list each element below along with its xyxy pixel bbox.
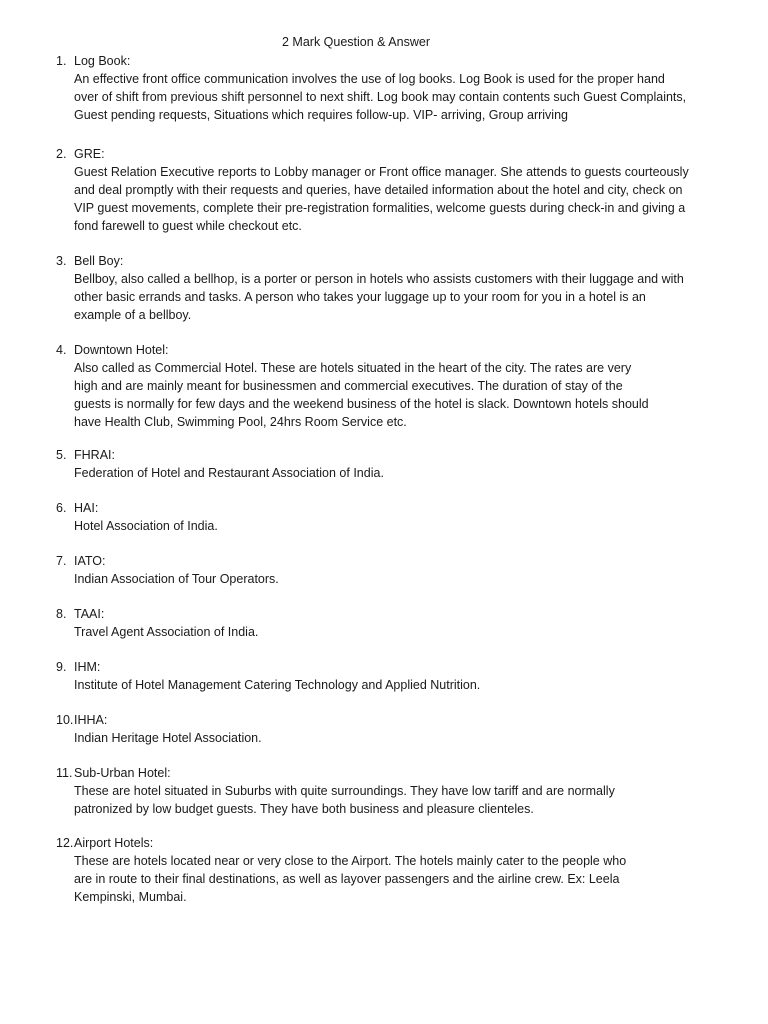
item-answer-line: over of shift from previous shift personnel to next shift. Log book may contain contents such Guest Complaints,	[74, 90, 687, 104]
qa-item-airport-hotels	[56, 834, 728, 906]
item-heading	[56, 834, 728, 852]
item-number: 9.	[56, 660, 67, 674]
item-answer-line: Indian Association of Tour Operators.	[74, 572, 279, 586]
item-answer-line: are in route to their final destinations, as well as layover passengers and the airline crew. Ex: Leela	[74, 872, 620, 886]
qa-item-ihm	[56, 658, 728, 694]
item-number: 8.	[56, 607, 67, 621]
item-answer-line: high and are mainly meant for businessmen and commercial executives. The duration of stay of the	[74, 379, 623, 393]
item-heading	[56, 764, 728, 782]
item-number: 6.	[56, 501, 67, 515]
item-term: HAI:	[74, 501, 99, 515]
item-heading	[56, 252, 728, 270]
item-answer-line: patronized by low budget guests. They have both business and pleasure clienteles.	[74, 802, 534, 816]
qa-item-downtown-hotel	[56, 341, 728, 431]
item-term: Downtown Hotel:	[74, 343, 169, 357]
item-answer-line: These are hotels located near or very close to the Airport. The hotels mainly cater to the people who	[74, 854, 627, 868]
item-term: Log Book:	[74, 54, 131, 68]
item-number: 12.	[56, 836, 74, 850]
item-number: 4.	[56, 343, 67, 357]
item-term: Airport Hotels:	[74, 836, 154, 850]
item-heading	[56, 552, 728, 570]
item-answer-line: other basic errands and tasks. A person who takes your luggage up to your room for you in a hotel is an	[74, 290, 646, 304]
item-number: 7.	[56, 554, 67, 568]
qa-item-log-book	[56, 52, 728, 124]
item-answer-line: Hotel Association of India.	[74, 519, 218, 533]
item-answer-line: have Health Club, Swimming Pool, 24hrs Room Service etc.	[74, 415, 407, 429]
item-answer-line: Kempinski, Mumbai.	[74, 890, 187, 904]
qa-item-taai	[56, 605, 728, 641]
qa-item-iato	[56, 552, 728, 588]
item-heading	[56, 711, 728, 729]
item-number: 5.	[56, 448, 67, 462]
item-heading	[56, 658, 728, 676]
qa-item-sub-urban-hotel	[56, 764, 728, 818]
qa-item-gre	[56, 145, 728, 235]
item-answer-line: Guest pending requests, Situations which requires follow-up. VIP- arriving, Group arriving	[74, 108, 568, 122]
item-heading	[56, 52, 728, 70]
item-heading	[56, 145, 728, 163]
page-title: 2 Mark Question & Answer	[282, 35, 430, 49]
item-number: 10.	[56, 713, 74, 727]
qa-item-bell-boy	[56, 252, 728, 324]
item-number: 11.	[56, 766, 73, 780]
item-term: IHM:	[74, 660, 101, 674]
item-answer-line: and deal promptly with their requests and queries, have detailed information about the hotel and city, check on	[74, 183, 683, 197]
item-heading	[56, 446, 728, 464]
item-answer-line: Bellboy, also called a bellhop, is a porter or person in hotels who assists customers with their luggage and with	[74, 272, 684, 286]
item-answer-line: These are hotel situated in Suburbs with quite surroundings. They have low tariff and are normally	[74, 784, 615, 798]
item-answer-line: fond farewell to guest while checkout etc.	[74, 219, 302, 233]
item-answer-line: An effective front office communication involves the use of log books. Log Book is used for the proper hand	[74, 72, 665, 86]
qa-item-ihha	[56, 711, 728, 747]
qa-item-fhrai	[56, 446, 728, 482]
item-term: FHRAI:	[74, 448, 115, 462]
item-answer-line: Institute of Hotel Management Catering Technology and Applied Nutrition.	[74, 678, 481, 692]
qa-item-hai	[56, 499, 728, 535]
item-number: 2.	[56, 147, 67, 161]
item-answer-line: Guest Relation Executive reports to Lobby manager or Front office manager. She attends to guests courteously	[74, 165, 689, 179]
item-heading	[56, 341, 728, 359]
item-answer-line: Travel Agent Association of India.	[74, 625, 259, 639]
item-number: 3.	[56, 254, 67, 268]
item-term: IATO:	[74, 554, 106, 568]
item-term: Bell Boy:	[74, 254, 124, 268]
item-heading	[56, 499, 728, 517]
item-term: Sub-Urban Hotel:	[74, 766, 171, 780]
item-term: TAAI:	[74, 607, 105, 621]
item-answer-line: guests is normally for few days and the weekend business of the hotel is slack. Downtown hotels should	[74, 397, 649, 411]
item-term: IHHA:	[74, 713, 108, 727]
item-term: GRE:	[74, 147, 105, 161]
item-answer-line: Federation of Hotel and Restaurant Association of India.	[74, 466, 384, 480]
item-answer-line: Indian Heritage Hotel Association.	[74, 731, 262, 745]
item-answer-line: VIP guest movements, complete their pre-registration formalities, welcome guests during check-in and giving a	[74, 201, 686, 215]
item-answer-line: Also called as Commercial Hotel. These are hotels situated in the heart of the city. The rates are very	[74, 361, 632, 375]
item-number: 1.	[56, 54, 67, 68]
item-heading	[56, 605, 728, 623]
item-answer-line: example of a bellboy.	[74, 308, 192, 322]
